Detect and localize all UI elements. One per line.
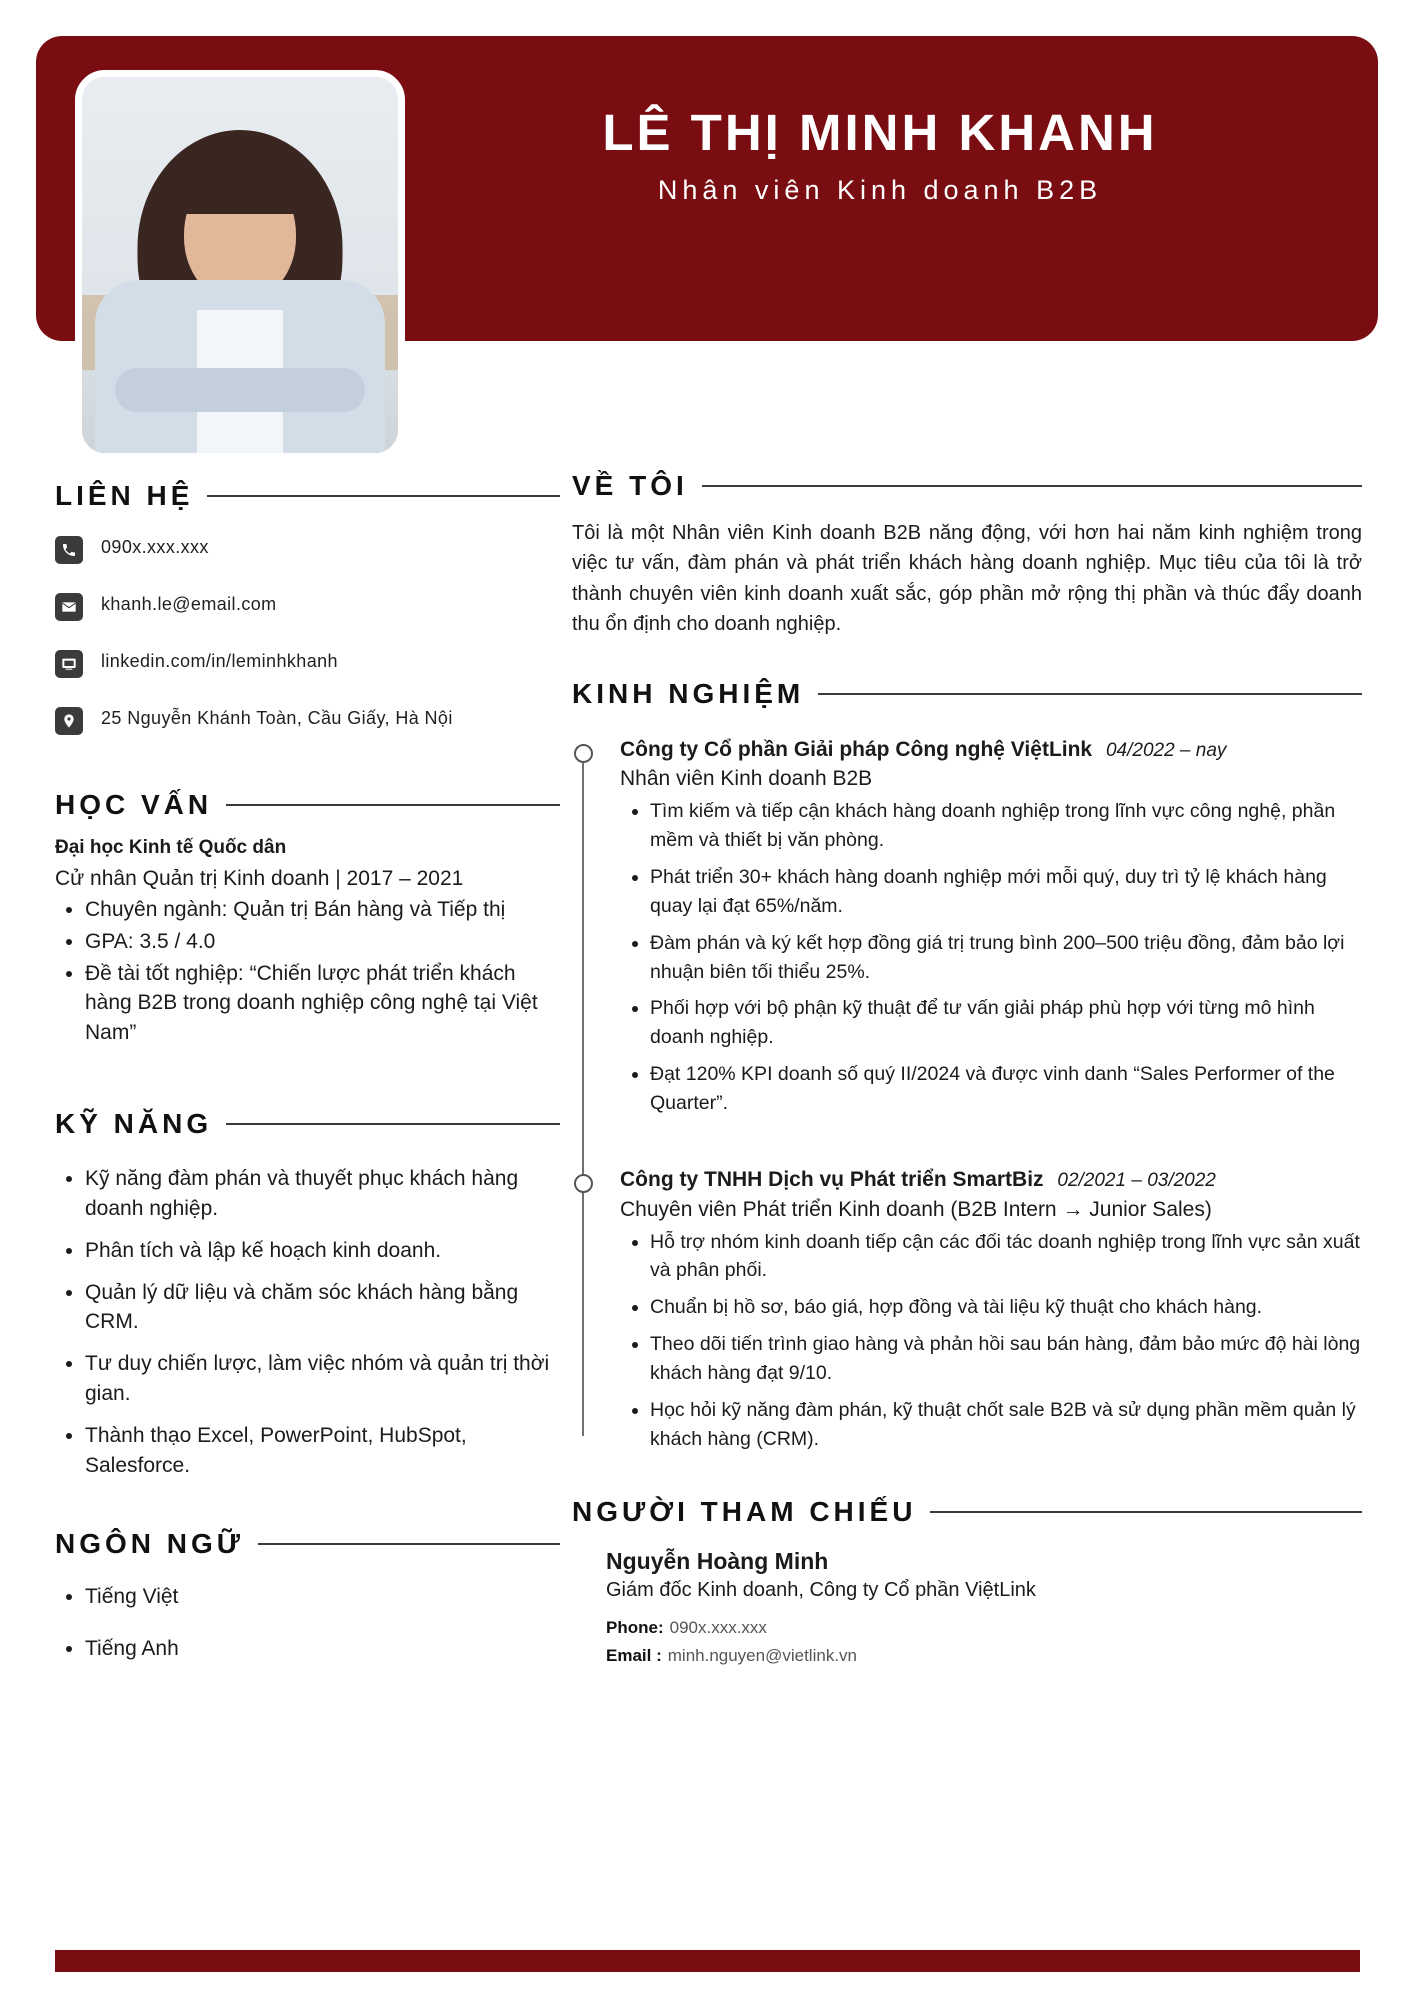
education-heading <box>55 789 560 821</box>
list-item: • Học hỏi kỹ năng đàm phán, kỹ thuật chốt sale B2B và sử dụng phần mềm quản lý khách hàng (CRM). <box>650 1396 1362 1454</box>
list-item: • Đạt 120% KPI doanh số quý II/2024 và được vinh danh “Sales Performer of the Quarter”. <box>650 1060 1362 1118</box>
experience-date: 02/2021 – 03/2022 <box>1057 1169 1216 1191</box>
list-item: • Phân tích và lập kế hoạch kinh doanh. <box>85 1236 560 1266</box>
footer-bar <box>55 1950 1360 1972</box>
list-item: • Chuẩn bị hồ sơ, báo giá, hợp đồng và tài liệu kỹ thuật cho khách hàng. <box>650 1293 1362 1322</box>
reference-name: Nguyễn Hoàng Minh <box>606 1547 829 1574</box>
skills-heading-label: KỸ NĂNG <box>55 1108 213 1140</box>
contact-item-linkedin[interactable] <box>55 648 560 678</box>
section-references <box>572 1496 1362 1666</box>
experience-date: 04/2022 – nay <box>1105 739 1227 761</box>
skills-list <box>55 1164 560 1480</box>
experience-item <box>620 1166 1362 1454</box>
list-item: • Hỗ trợ nhóm kinh doanh tiếp cận các đối tác doanh nghiệp trong lĩnh vực sản xuất và phân phối. <box>650 1228 1362 1286</box>
reference-email-label: Email : <box>606 1645 662 1665</box>
references-heading <box>572 1496 1362 1528</box>
name-block <box>430 105 1330 206</box>
education-degree: Cử nhân Quản trị Kinh doanh | 2017 – 2021 <box>55 867 464 890</box>
contact-heading-label: LIÊN HỆ <box>55 480 194 511</box>
list-item: • Quản lý dữ liệu và chăm sóc khách hàng bằng CRM. <box>85 1278 560 1338</box>
list-item: • Chuyên ngành: Quản trị Bán hàng và Tiếp thị <box>85 895 560 925</box>
linkedin-icon <box>55 650 83 678</box>
heading-rule <box>207 495 560 497</box>
list-item: • GPA: 3.5 / 4.0 <box>85 927 560 957</box>
reference-phone-label: Phone: <box>606 1617 664 1637</box>
reference-email-value: minh.nguyen@vietlink.vn <box>667 1645 857 1665</box>
list-item: • Theo dõi tiến trình giao hàng và phản hồi sau bán hàng, đảm bảo mức độ hài lòng khách hàng đạt 9/10. <box>650 1330 1362 1388</box>
candidate-name: LÊ THỊ MINH KHANH <box>602 104 1158 161</box>
languages-heading <box>55 1528 560 1560</box>
education-details <box>55 895 560 1048</box>
contact-item-address[interactable] <box>55 705 560 735</box>
list-item: • Thành thạo Excel, PowerPoint, HubSpot, Salesforce. <box>85 1421 560 1481</box>
contact-item-phone[interactable] <box>55 534 560 564</box>
heading-rule <box>258 1543 560 1545</box>
reference-phone-value: 090x.xxx.xxx <box>669 1617 767 1637</box>
section-languages <box>55 1528 560 1664</box>
list-item: • Tư duy chiến lược, làm việc nhóm và quản trị thời gian. <box>85 1349 560 1409</box>
experience-heading-label: KINH NGHIỆM <box>572 677 805 709</box>
section-skills <box>55 1108 560 1480</box>
list-item: • Đề tài tốt nghiệp: “Chiến lược phát triển khách hàng B2B trong doanh nghiệp công nghệ tại Việt Nam” <box>85 959 560 1048</box>
experience-header <box>620 1166 1362 1194</box>
reference-email-row <box>606 1646 1362 1666</box>
profile-photo-image <box>82 77 398 453</box>
contact-phone-value: 090x.xxx.xxx <box>101 537 209 557</box>
education-entry <box>55 837 560 1048</box>
candidate-job-title: Nhân viên Kinh doanh B2B <box>657 175 1103 206</box>
heading-rule <box>226 804 560 806</box>
contact-list <box>55 534 560 735</box>
email-icon <box>55 593 83 621</box>
experience-timeline <box>572 736 1362 1454</box>
list-item: • Tiếng Anh <box>85 1634 560 1664</box>
list-item: • Kỹ năng đàm phán và thuyết phục khách hàng doanh nghiệp. <box>85 1164 560 1224</box>
left-column <box>55 480 560 1686</box>
right-column <box>572 470 1362 1674</box>
experience-bullets <box>620 797 1362 1118</box>
heading-rule <box>930 1511 1362 1513</box>
list-item: • Phối hợp với bộ phận kỹ thuật để tư vấn giải pháp phù hợp với từng mô hình doanh nghiệp. <box>650 994 1362 1052</box>
skills-heading <box>55 1108 560 1140</box>
list-item: • Tiếng Việt <box>85 1582 560 1612</box>
languages-list <box>55 1582 560 1664</box>
phone-icon <box>55 536 83 564</box>
experience-role: Nhân viên Kinh doanh B2B <box>620 767 873 791</box>
heading-rule <box>226 1123 560 1125</box>
reference-phone-row <box>606 1618 1362 1638</box>
list-item: • Tìm kiếm và tiếp cận khách hàng doanh nghiệp trong lĩnh vực công nghệ, phần mềm và thiết bị văn phòng. <box>650 797 1362 855</box>
section-experience <box>572 678 1362 1454</box>
references-heading-label: NGƯỜI THAM CHIẾU <box>572 1495 917 1527</box>
list-item: • Đàm phán và ký kết hợp đồng giá trị trung bình 200–500 triệu đồng, đảm bảo lợi nhuận biên tối thiểu 25%. <box>650 929 1362 987</box>
languages-heading-label: NGÔN NGỮ <box>55 1528 245 1560</box>
section-about <box>572 470 1362 640</box>
experience-company: Công ty TNHH Dịch vụ Phát triển SmartBiz <box>620 1167 1044 1191</box>
experience-company: Công ty Cổ phần Giải pháp Công nghệ ViệtLink <box>620 737 1093 761</box>
profile-photo <box>75 70 405 460</box>
education-school: Đại học Kinh tế Quốc dân <box>55 837 287 858</box>
about-text: Tôi là một Nhân viên Kinh doanh B2B năng động, với hơn hai năm kinh nghiệm trong việc tư vấn, đàm phán và phát triển khách hàng doanh nghiệp. Mục tiêu của tôi là trở thành chuyên viên kinh doanh xuất sắc, góp phần mở rộng thị phần và thúc đẩy doanh thu ổn định cho doanh nghiệp. <box>572 522 1362 636</box>
location-icon <box>55 707 83 735</box>
contact-item-email[interactable] <box>55 591 560 621</box>
experience-item <box>620 736 1362 1118</box>
experience-bullets <box>620 1228 1362 1454</box>
reference-role: Giám đốc Kinh doanh, Công ty Cổ phần ViệtLink <box>606 1578 1036 1601</box>
contact-linkedin-value: linkedin.com/in/leminhkhanh <box>101 651 338 671</box>
heading-rule <box>818 693 1362 695</box>
list-item: • Phát triển 30+ khách hàng doanh nghiệp mới mỗi quý, duy trì tỷ lệ khách hàng quay lại đạt 65%/năm. <box>650 863 1362 921</box>
about-heading <box>572 470 1362 502</box>
contact-email-value: khanh.le@email.com <box>101 594 277 614</box>
contact-heading <box>55 480 560 512</box>
education-heading-label: HỌC VẤN <box>55 789 213 820</box>
heading-rule <box>702 485 1362 487</box>
about-heading-label: VỀ TÔI <box>572 470 688 501</box>
reference-entry <box>572 1548 1362 1666</box>
experience-heading <box>572 678 1362 710</box>
experience-role: Chuyên viên Phát triển Kinh doanh (B2B Intern → Junior Sales) <box>620 1197 1212 1221</box>
section-education <box>55 789 560 1048</box>
contact-address-value: 25 Nguyễn Khánh Toàn, Cầu Giấy, Hà Nội <box>101 708 453 728</box>
experience-header <box>620 736 1362 764</box>
section-contact <box>55 480 560 735</box>
